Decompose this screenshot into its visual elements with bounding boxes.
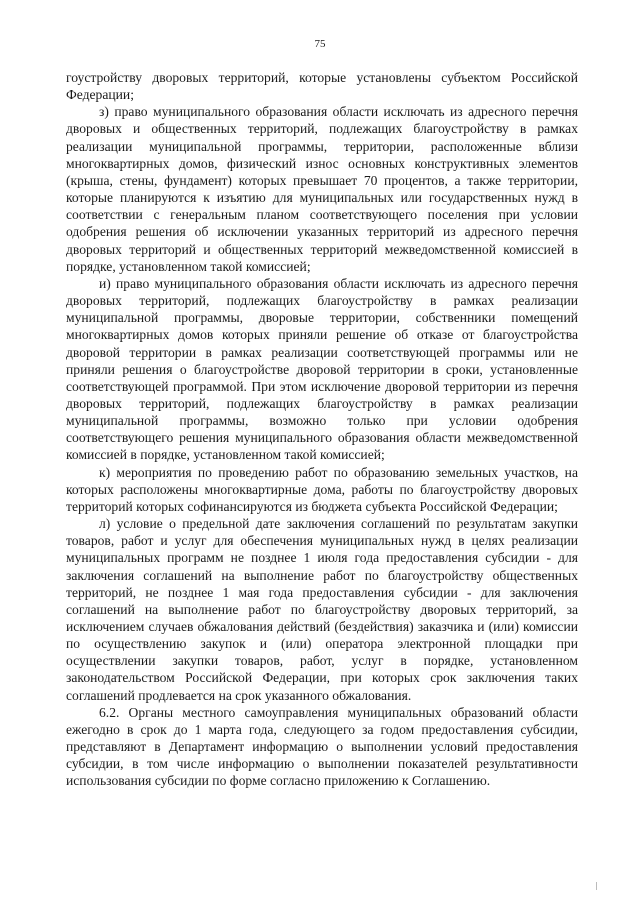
- page-number: 75: [314, 38, 326, 50]
- paragraph-continuation: гоустройству дворовых территорий, которые установлены субъектом Российской Федерации;: [66, 70, 578, 103]
- paragraph-item-l: л) условие о предельной дате заключения соглашений по результатам закупки товаров, работ и услуг для обеспечения муниципальных нужд в целях реализации муниципальных программ не позднее 1 июля года предоставления субсидии - для заключения соглашений на выполнение работ по благоустройству общественных территорий, не позднее 1 мая года предоставления субсидии - для заключения соглашений на выполнение работ по благоустройству дворовых территорий, за исключением случаев обжалования действий (бездействия) заказчика и (или) комиссии по осуществлению закупок и (или) оператора электронной площадки при осуществлении закупки товаров, работ, услуг в порядке, установленном законодательством Российской Федерации, при которых срок заключения таких соглашений продлевается на срок указанного обжалования.: [66, 516, 578, 703]
- paragraph-item-k: к) мероприятия по проведению работ по образованию земельных участков, на которых расположены многоквартирные дома, работы по благоустройству дворовых территорий которых софинансируются из бюджета субъекта Российской Федерации;: [66, 464, 578, 514]
- document-body: [66, 69, 578, 790]
- paragraph-item-i: и) право муниципального образования области исключать из адресного перечня дворовых территорий, подлежащих благоустройству в рамках реализации муниципальной программы, дворовые территории, собственники помещений многоквартирных домов которых приняли решение об отказе от благоустройства дворовой территории в рамках реализации соответствующей программы или не приняли решения о благоустройстве дворовой территории в сроки, установленные соответствующей программой. При этом исключение дворовой территории из перечня дворовых территорий, подлежащих благоустройству в рамках реализации муниципальной программы, возможно только при условии одобрения соответствующего решения муниципального образования области межведомственной комиссией в порядке, установленном такой комиссией;: [66, 275, 578, 463]
- scan-edge-mark: [596, 882, 597, 890]
- paragraph-item-z: з) право муниципального образования области исключать из адресного перечня дворовых и общественных территорий, подлежащих благоустройству в рамках реализации муниципальной программы, территории, расположенные вблизи многоквартирных домов, физический износ основных конструктивных элементов (крыша, стены, фундамент) которых превышает 70 процентов, а также территории, которые планируются к изъятию для муниципальных или государственных нужд в соответствии с генеральным планом соответствующего поселения при условии одобрения решения об исключении указанных территорий из адресного перечня дворовых территорий и общественных территорий межведомственной комиссией в порядке, установленном такой комиссией;: [66, 104, 578, 274]
- paragraph-item-6-2: 6.2. Органы местного самоуправления муниципальных образований области ежегодно в срок до 1 марта года, следующего за годом предоставления субсидии, представляют в Департамент информацию о выполнении условий предоставления субсидии, в том числе информацию о выполнении показателей результативности использования субсидии по форме согласно приложению к Соглашению.: [66, 704, 578, 789]
